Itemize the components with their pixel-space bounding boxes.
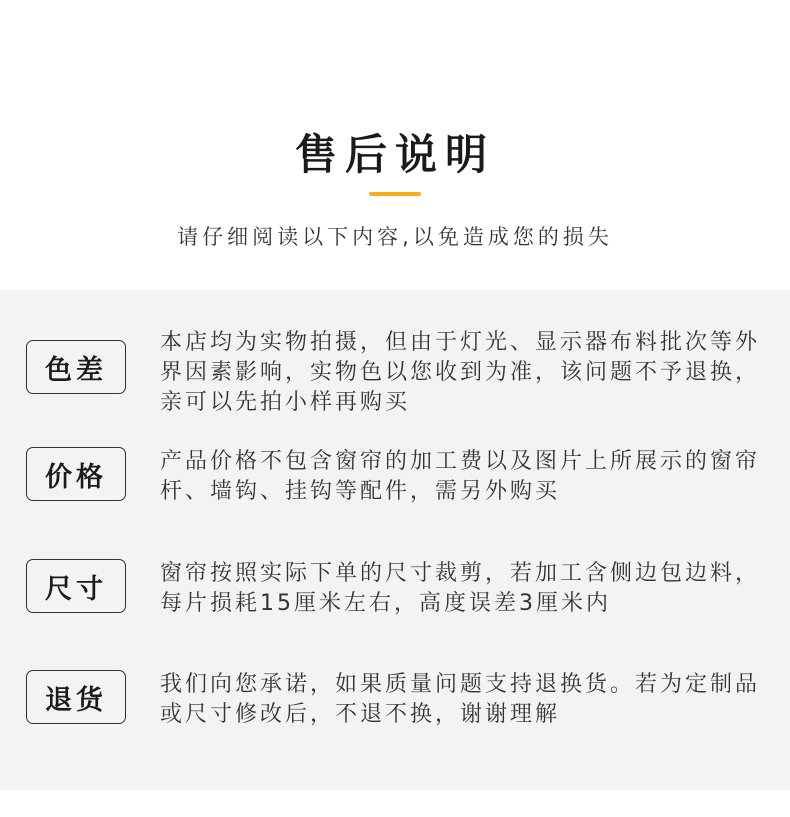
info-panel (0, 290, 790, 790)
bottom-spacer (0, 790, 790, 817)
desc-return: 我们向您承诺，如果质量问题支持退换货。若为定制品或尺寸修改后，不退不换，谢谢理解 (160, 672, 761, 727)
desc-color-difference: 本店均为实物拍摄，但由于灯光、显示器布料批次等外界因素影响，实物色以您收到为准，该问题不予退换，亲可以先拍小样再购买 (160, 330, 761, 415)
tag-color-difference: 色差 (26, 340, 126, 394)
page-subtitle: 请仔细阅读以下内容,以免造成您的损失 (177, 225, 613, 249)
title-accent-bar (369, 192, 421, 196)
header-section (0, 0, 790, 290)
tag-price: 价格 (26, 447, 126, 501)
page-title: 售后说明 (294, 130, 495, 179)
desc-size: 窗帘按照实际下单的尺寸裁剪，若加工含侧边包边料，每片损耗15厘米左右，高度误差3厘米内 (160, 561, 761, 616)
tag-size: 尺寸 (26, 559, 126, 613)
tag-return: 退货 (26, 670, 126, 724)
desc-price: 产品价格不包含窗帘的加工费以及图片上所展示的窗帘杆、墙钩、挂钩等配件，需另外购买 (160, 449, 761, 504)
